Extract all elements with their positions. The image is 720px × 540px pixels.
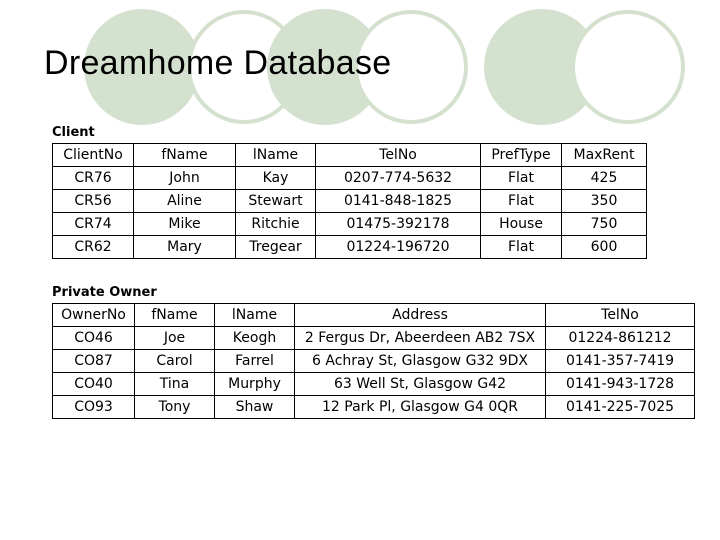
private-owner-header-cell: lName xyxy=(215,304,295,327)
private-owner-cell: 01224-861212 xyxy=(546,327,695,350)
client-table-body xyxy=(53,167,647,259)
client-cell: John xyxy=(134,167,236,190)
client-header-cell: MaxRent xyxy=(562,144,647,167)
table-row xyxy=(53,167,647,190)
client-cell: CR62 xyxy=(53,236,134,259)
client-cell: 425 xyxy=(562,167,647,190)
private-owner-cell: 63 Well St, Glasgow G42 xyxy=(295,373,546,396)
client-cell: Tregear xyxy=(236,236,316,259)
client-cell: 0141-848-1825 xyxy=(316,190,481,213)
client-cell: CR74 xyxy=(53,213,134,236)
private-owner-header-cell: OwnerNo xyxy=(53,304,135,327)
private-owner-cell: CO40 xyxy=(53,373,135,396)
private-owner-table-body xyxy=(53,327,695,419)
client-cell: 01475-392178 xyxy=(316,213,481,236)
table-row xyxy=(53,327,695,350)
private-owner-header-cell: Address xyxy=(295,304,546,327)
private-owner-cell: CO93 xyxy=(53,396,135,419)
slide-title: Dreamhome Database xyxy=(44,44,392,82)
client-table-label: Client xyxy=(52,125,95,140)
client-cell: Stewart xyxy=(236,190,316,213)
table-row xyxy=(53,190,647,213)
client-cell: Flat xyxy=(481,190,562,213)
client-cell: Mike xyxy=(134,213,236,236)
client-cell: Kay xyxy=(236,167,316,190)
private-owner-header-cell: TelNo xyxy=(546,304,695,327)
private-owner-cell: Keogh xyxy=(215,327,295,350)
private-owner-cell: Farrel xyxy=(215,350,295,373)
private-owner-cell: CO87 xyxy=(53,350,135,373)
client-header-cell: TelNo xyxy=(316,144,481,167)
private-owner-cell: CO46 xyxy=(53,327,135,350)
client-table xyxy=(52,143,647,259)
decor-circle-outline xyxy=(573,12,683,122)
client-cell: CR76 xyxy=(53,167,134,190)
client-cell: 600 xyxy=(562,236,647,259)
client-header-cell: fName xyxy=(134,144,236,167)
client-cell: 750 xyxy=(562,213,647,236)
client-header-cell: PrefType xyxy=(481,144,562,167)
client-cell: 350 xyxy=(562,190,647,213)
private-owner-header-row xyxy=(53,304,695,327)
private-owner-cell: 2 Fergus Dr, Abeerdeen AB2 7SX xyxy=(295,327,546,350)
client-header-cell: ClientNo xyxy=(53,144,134,167)
private-owner-cell: 0141-225-7025 xyxy=(546,396,695,419)
client-cell: 0207-774-5632 xyxy=(316,167,481,190)
private-owner-cell: Carol xyxy=(135,350,215,373)
client-header-row xyxy=(53,144,647,167)
table-row xyxy=(53,373,695,396)
client-cell: Mary xyxy=(134,236,236,259)
private-owner-cell: 12 Park Pl, Glasgow G4 0QR xyxy=(295,396,546,419)
table-row xyxy=(53,350,695,373)
client-cell: 01224-196720 xyxy=(316,236,481,259)
client-cell: Ritchie xyxy=(236,213,316,236)
private-owner-cell: Murphy xyxy=(215,373,295,396)
client-cell: Flat xyxy=(481,236,562,259)
private-owner-cell: 0141-357-7419 xyxy=(546,350,695,373)
private-owner-table-label: Private Owner xyxy=(52,285,157,300)
client-cell: CR56 xyxy=(53,190,134,213)
client-cell: House xyxy=(481,213,562,236)
client-cell: Aline xyxy=(134,190,236,213)
private-owner-cell: 6 Achray St, Glasgow G32 9DX xyxy=(295,350,546,373)
private-owner-header-cell: fName xyxy=(135,304,215,327)
client-header-cell: lName xyxy=(236,144,316,167)
private-owner-cell: Tina xyxy=(135,373,215,396)
private-owner-cell: 0141-943-1728 xyxy=(546,373,695,396)
client-cell: Flat xyxy=(481,167,562,190)
private-owner-table xyxy=(52,303,695,419)
table-row xyxy=(53,213,647,236)
private-owner-cell: Tony xyxy=(135,396,215,419)
private-owner-cell: Shaw xyxy=(215,396,295,419)
private-owner-cell: Joe xyxy=(135,327,215,350)
table-row xyxy=(53,396,695,419)
table-row xyxy=(53,236,647,259)
